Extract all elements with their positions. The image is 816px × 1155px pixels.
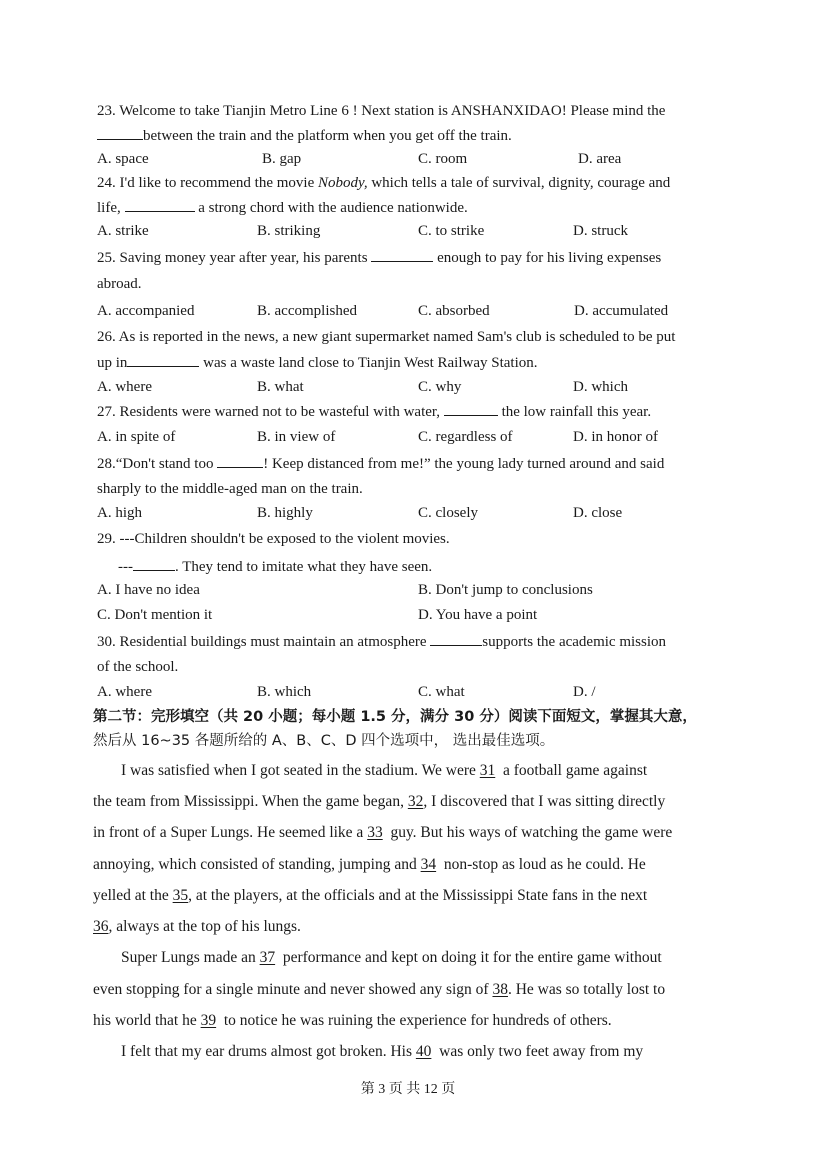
- q24-stem-line1: 24. I'd like to recommend the movie Nobody, which tells a tale of survival, dignity, courage and: [97, 175, 671, 191]
- q26-stem-line1: 26. As is reported in the news, a new giant supermarket named Sam's club is scheduled to be put: [97, 329, 676, 345]
- passage-line: 36, always at the top of his lungs.: [93, 916, 301, 938]
- q23-option-b: B. gap: [262, 151, 302, 167]
- q30-option-a: A. where: [97, 684, 152, 700]
- q24-option-c: C. to strike: [418, 223, 485, 239]
- blank-number: 32: [407, 793, 424, 810]
- q29-option-c: C. Don't mention it: [97, 607, 213, 623]
- q30-stem-line2: of the school.: [97, 659, 179, 675]
- q23-option-d: D. area: [578, 151, 622, 167]
- q26-stem-line2: up in was a waste land close to Tianjin West Railway Station.: [97, 352, 538, 373]
- q25-option-b: B. accomplished: [257, 303, 357, 319]
- q23-stem-line2: between the train and the platform when you get off the train.: [97, 125, 512, 146]
- passage-line: the team from Mississippi. When the game began, 32, I discovered that I was sitting directly: [93, 791, 665, 813]
- q24-option-a: A. strike: [97, 223, 149, 239]
- q30-option-d: D. /: [573, 684, 596, 700]
- q27-option-d: D. in honor of: [573, 429, 658, 445]
- answer-blank: [444, 401, 498, 416]
- blank-number: 37: [259, 949, 276, 966]
- q25-option-c: C. absorbed: [418, 303, 490, 319]
- passage-line: his world that he 39 to notice he was ruining the experience for hundreds of others.: [93, 1010, 612, 1032]
- q30-option-b: B. which: [257, 684, 312, 700]
- q24-option-b: B. striking: [257, 223, 321, 239]
- q28-option-b: B. highly: [257, 505, 313, 521]
- q27-stem-line1: 27. Residents were warned not to be wasteful with water, the low rainfall this year.: [97, 401, 651, 422]
- q28-stem-line2: sharply to the middle-aged man on the train.: [97, 481, 363, 497]
- answer-blank: [430, 631, 482, 646]
- answer-blank: [371, 247, 433, 262]
- q29-option-d: D. You have a point: [418, 607, 538, 623]
- blank-number: 38: [492, 981, 508, 998]
- q23-stem-line1: 23. Welcome to take Tianjin Metro Line 6 ! Next station is ANSHANXIDAO! Please mind the: [97, 103, 666, 119]
- answer-blank: [127, 352, 199, 367]
- passage-line: annoying, which consisted of standing, jumping and 34 non-stop as loud as he could. He: [93, 854, 646, 876]
- blank-number: 33: [367, 824, 383, 841]
- answer-blank: [125, 197, 195, 212]
- answer-blank: [97, 125, 143, 140]
- passage-line: yelled at the 35, at the players, at the officials and at the Mississippi State fans in the next: [93, 885, 647, 907]
- q25-stem-line2: abroad.: [97, 276, 142, 292]
- q30-stem-line1: 30. Residential buildings must maintain an atmosphere supports the academic mission: [97, 631, 666, 652]
- passage-line: I was satisfied when I got seated in the stadium. We were 31 a football game against: [121, 760, 647, 782]
- q27-option-a: A. in spite of: [97, 429, 176, 445]
- q24-option-d: D. struck: [573, 223, 628, 239]
- passage-line: even stopping for a single minute and never showed any sign of 38. He was so totally lost to: [93, 979, 665, 1001]
- q25-stem-line1: 25. Saving money year after year, his parents enough to pay for his living expenses: [97, 247, 661, 268]
- blank-number: 34: [420, 856, 437, 873]
- q26-option-b: B. what: [257, 379, 304, 395]
- blank-number: 35: [172, 887, 189, 904]
- q27-option-b: B. in view of: [257, 429, 336, 445]
- q26-option-c: C. why: [418, 379, 462, 395]
- q24-stem-line2: life, a strong chord with the audience nationwide.: [97, 197, 468, 218]
- passage-line: I felt that my ear drums almost got broken. His 40 was only two feet away from my: [121, 1041, 643, 1063]
- q25-option-a: A. accompanied: [97, 303, 195, 319]
- q27-option-c: C. regardless of: [418, 429, 513, 445]
- q29-stem-line2: --- . They tend to imitate what they have seen.: [118, 556, 432, 577]
- blank-number: 36: [93, 918, 109, 935]
- passage-line: in front of a Super Lungs. He seemed like a 33 guy. But his ways of watching the game were: [93, 822, 672, 844]
- section-heading-line1: 第二节：完形填空（共 20 小题；每小题 1.5 分，满分 30 分）阅读下面短文，掌握其大意，: [93, 709, 697, 725]
- answer-blank: [217, 453, 263, 468]
- q23-option-a: A. space: [97, 151, 149, 167]
- q25-option-d: D. accumulated: [574, 303, 669, 319]
- q28-option-d: D. close: [573, 505, 623, 521]
- q23-option-c: C. room: [418, 151, 468, 167]
- q28-stem-line1: 28.“Don't stand too ! Keep distanced from me!” the young lady turned around and said: [97, 453, 664, 474]
- q29-option-b: B. Don't jump to conclusions: [418, 582, 593, 598]
- page-number-footer: 第 3 页 共 12 页: [360, 1082, 456, 1097]
- blank-number: 39: [200, 1012, 217, 1029]
- q30-option-c: C. what: [418, 684, 465, 700]
- answer-blank: [133, 556, 175, 571]
- q26-option-d: D. which: [573, 379, 628, 395]
- blank-number: 40: [415, 1043, 432, 1060]
- q28-option-a: A. high: [97, 505, 142, 521]
- q29-stem-line1: 29. ---Children shouldn't be exposed to the violent movies.: [97, 531, 450, 547]
- q26-option-a: A. where: [97, 379, 152, 395]
- q29-option-a: A. I have no idea: [97, 582, 200, 598]
- q28-option-c: C. closely: [418, 505, 478, 521]
- blank-number: 31: [479, 762, 496, 779]
- passage-line: Super Lungs made an 37 performance and kept on doing it for the entire game without: [121, 947, 662, 969]
- section-heading-line2: 然后从 16~35 各题所给的 A、B、C、D 四个选项中， 选出最佳选项。: [93, 733, 555, 749]
